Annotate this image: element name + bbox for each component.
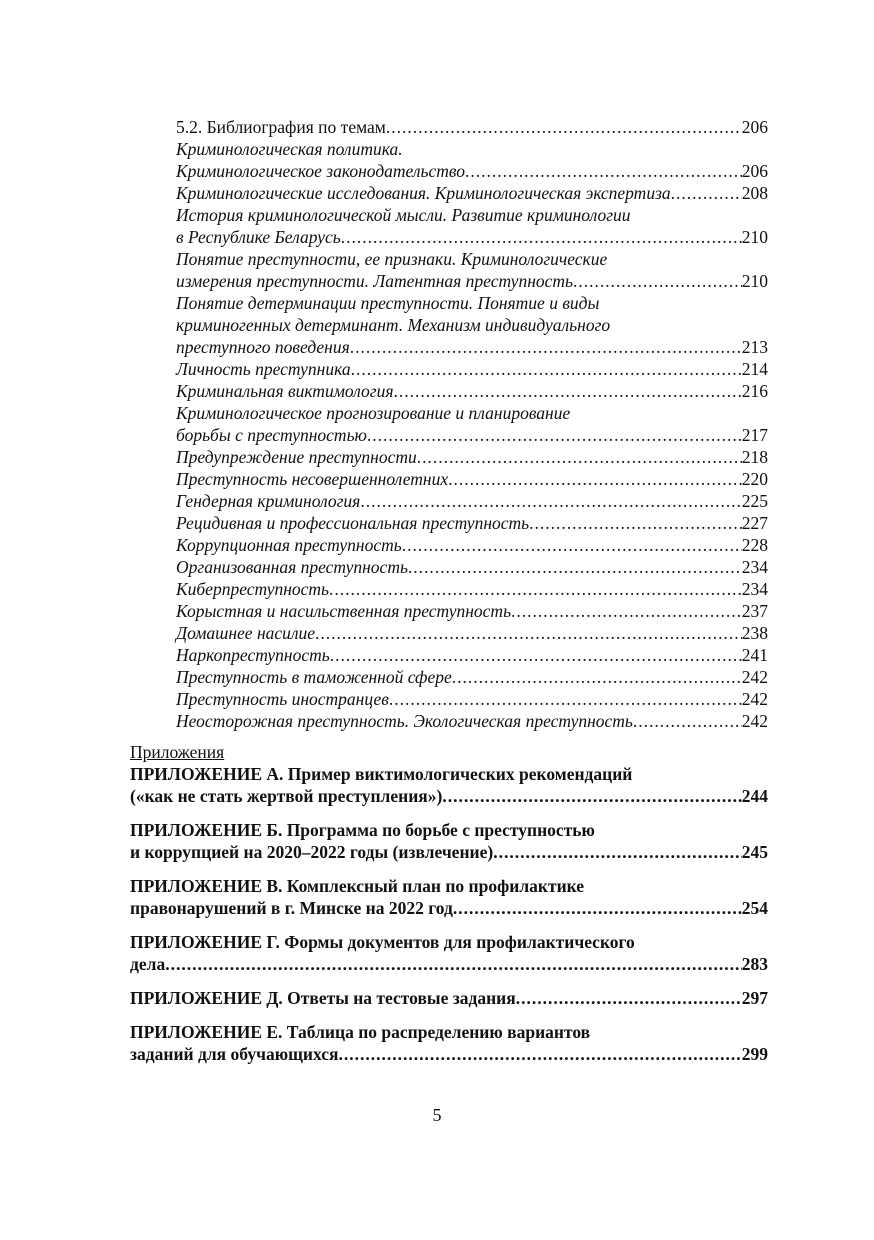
toc-entry-title-line: преступного поведения [176, 337, 350, 357]
dot-leader [165, 953, 742, 975]
toc-page-number: 214 [741, 359, 768, 379]
toc-page-number: 242 [741, 689, 768, 709]
toc-entry[interactable] [176, 512, 768, 534]
dot-leader [341, 226, 742, 248]
toc-entry[interactable] [176, 292, 768, 358]
toc-entry-row [176, 468, 768, 490]
toc-entry-title-line: 5.2. Библиография по темам [176, 117, 386, 137]
toc-page-number: 220 [741, 469, 768, 489]
toc-entry-title-line: ПРИЛОЖЕНИЕ В. Комплексный план по профилактике [130, 876, 585, 896]
dot-leader [360, 490, 741, 512]
toc-entry-row [176, 688, 768, 710]
toc-entry-row [176, 666, 768, 688]
toc-entry[interactable] [176, 204, 768, 248]
toc-entry-title-line: Корыстная и насильственная преступность [176, 601, 512, 621]
dot-leader [465, 160, 742, 182]
toc-entry-title-line: Организованная преступность [176, 557, 408, 577]
toc-entry-row [176, 556, 768, 578]
toc-page-number: 242 [741, 667, 768, 687]
toc-entry[interactable] [176, 578, 768, 600]
toc-entry-title-line: ПРИЛОЖЕНИЕ А. Пример виктимологических рекомендаций [130, 764, 633, 784]
toc-entry[interactable] [130, 987, 768, 1009]
toc-entry-title-line: («как не стать жертвой преступления») [130, 786, 443, 806]
dot-leader [511, 600, 742, 622]
dot-leader [442, 785, 741, 807]
toc-entry-title-line: ПРИЛОЖЕНИЕ Г. Формы документов для профилактического [130, 932, 635, 952]
appendices-section [130, 741, 768, 1077]
toc-page-number: 210 [741, 271, 768, 291]
toc-page-number: 238 [741, 623, 768, 643]
dot-leader [417, 446, 742, 468]
toc-entry-row [130, 987, 768, 1009]
toc-entry-title-line: ПРИЛОЖЕНИЕ Е. Таблица по распределению вариантов [130, 1022, 591, 1042]
toc-page-number: 216 [741, 381, 768, 401]
toc-entry[interactable] [130, 763, 768, 807]
toc-entry-title-line: Домашнее насилие [176, 623, 316, 643]
toc-entry-title-line: криминогенных детерминант. Механизм индивидуального [176, 315, 611, 335]
toc-entry[interactable] [130, 1021, 768, 1065]
toc-entry-row [176, 644, 768, 666]
dot-leader [389, 688, 742, 710]
toc-entry-row [176, 226, 768, 248]
toc-entry[interactable] [176, 534, 768, 556]
toc-entry-title-line: Понятие преступности, ее признаки. Криминологические [176, 249, 608, 269]
toc-entry-row [176, 380, 768, 402]
toc-entry[interactable] [176, 556, 768, 578]
toc-entry-title-line: Преступность несовершеннолетних [176, 469, 449, 489]
toc-entry[interactable] [176, 248, 768, 292]
toc-entry-title-line: в Республике Беларусь [176, 227, 341, 247]
toc-entry-title-line: правонарушений в г. Минске на 2022 год [130, 898, 453, 918]
toc-entry-row [176, 622, 768, 644]
toc-entry-row [176, 182, 768, 204]
dot-leader [671, 182, 742, 204]
dot-leader [633, 710, 742, 732]
toc-page-number: 206 [741, 161, 768, 181]
dot-leader [338, 1043, 741, 1065]
toc-entry-title-line: Криминальная виктимология [176, 381, 394, 401]
toc-entry[interactable] [176, 116, 768, 138]
toc-entry[interactable] [130, 819, 768, 863]
dot-leader [402, 534, 742, 556]
dot-leader [386, 116, 742, 138]
toc-entry-title-line: Понятие детерминации преступности. Понятие и виды [176, 293, 600, 313]
toc-entry-title-line: и коррупцией на 2020–2022 годы (извлечение) [130, 842, 494, 862]
toc-page-number: 254 [741, 898, 768, 918]
toc-entry-title-line: заданий для обучающихся [130, 1044, 339, 1064]
toc-entry-title-line: Гендерная криминология [176, 491, 361, 511]
toc-entry[interactable] [130, 931, 768, 975]
toc-page-number: 234 [741, 557, 768, 577]
dot-leader [367, 424, 742, 446]
toc-entry[interactable] [176, 490, 768, 512]
toc-entry[interactable] [176, 600, 768, 622]
toc-entry-title-line: Преступность иностранцев [176, 689, 389, 709]
toc-entry-row [176, 446, 768, 468]
toc-entry-title-line: Криминологическая политика. [176, 139, 403, 159]
toc-entry[interactable] [176, 402, 768, 446]
toc-entry[interactable] [176, 666, 768, 688]
toc-page-number: 217 [741, 425, 768, 445]
toc-entry-row [176, 358, 768, 380]
toc-entry[interactable] [176, 358, 768, 380]
toc-page-number: 244 [741, 786, 768, 806]
toc-entry[interactable] [176, 468, 768, 490]
dot-leader [315, 622, 742, 644]
toc-entry-title-line: ПРИЛОЖЕНИЕ Д. Ответы на тестовые задания [130, 988, 516, 1008]
toc-entry-title-line: Неосторожная преступность. Экологическая преступность [176, 711, 633, 731]
toc-entry-row [176, 512, 768, 534]
dot-leader [394, 380, 742, 402]
toc-entry[interactable] [176, 138, 768, 182]
toc-page-number: 245 [741, 842, 768, 862]
toc-entry[interactable] [176, 622, 768, 644]
toc-entry-row [176, 336, 768, 358]
dot-leader [573, 270, 742, 292]
toc-page-number: 283 [741, 954, 768, 974]
toc-entry[interactable] [176, 688, 768, 710]
toc-entry-row [130, 1043, 768, 1065]
toc-page-number: 210 [741, 227, 768, 247]
toc-entry-row [130, 841, 768, 863]
toc-page-number: 241 [741, 645, 768, 665]
toc-entry-title-line: Киберпреступность [176, 579, 330, 599]
dot-leader [529, 512, 742, 534]
toc-entry[interactable] [130, 875, 768, 919]
toc-entry-title-line: Криминологическое законодательство [176, 161, 466, 181]
dot-leader [330, 644, 742, 666]
toc-page-number: 206 [741, 117, 768, 137]
toc-entry-row [176, 600, 768, 622]
toc-entry[interactable] [176, 710, 768, 732]
toc-entry-title-line: Криминологическое прогнозирование и планирование [176, 403, 571, 423]
appendices-heading: Приложения [130, 742, 225, 762]
dot-leader [452, 666, 742, 688]
toc-page-number: 299 [741, 1044, 768, 1064]
toc-entry-title-line: измерения преступности. Латентная преступность [176, 271, 573, 291]
toc-entry-title-line: Коррупционная преступность [176, 535, 402, 555]
toc-entry-row [176, 424, 768, 446]
toc-entry-title-line: Наркопреступность [176, 645, 330, 665]
table-of-contents [176, 116, 768, 732]
toc-entry[interactable] [176, 380, 768, 402]
toc-entry[interactable] [176, 446, 768, 468]
toc-entry-row [130, 785, 768, 807]
toc-entry-title-line: борьбы с преступностью [176, 425, 367, 445]
page-number: 5 [432, 1105, 442, 1125]
toc-entry-title-line: Преступность в таможенной сфере [176, 667, 452, 687]
toc-entry-row [176, 160, 768, 182]
toc-page-number: 218 [741, 447, 768, 467]
toc-entry-row [130, 953, 768, 975]
toc-entry-title-line: Криминологические исследования. Криминологическая экспертиза [176, 183, 671, 203]
toc-entry-title-line: Личность преступника [176, 359, 351, 379]
dot-leader [493, 841, 742, 863]
dot-leader [448, 468, 742, 490]
toc-entry-title-line: дела [130, 954, 166, 974]
toc-entry-row [176, 270, 768, 292]
toc-entry-title-line: История криминологической мысли. Развитие криминологии [176, 205, 631, 225]
toc-entry-row [176, 578, 768, 600]
toc-entry-row [176, 490, 768, 512]
dot-leader [408, 556, 742, 578]
toc-page-number: 225 [741, 491, 768, 511]
dot-leader [350, 336, 742, 358]
toc-page-number: 228 [741, 535, 768, 555]
toc-entry-row [130, 897, 768, 919]
toc-entry-row [176, 116, 768, 138]
toc-entry-title-line: ПРИЛОЖЕНИЕ Б. Программа по борьбе с преступностью [130, 820, 595, 840]
toc-entry[interactable] [176, 182, 768, 204]
dot-leader [453, 897, 742, 919]
toc-page-number: 297 [741, 988, 768, 1008]
toc-page-number: 237 [741, 601, 768, 621]
toc-entry-row [176, 710, 768, 732]
dot-leader [516, 987, 742, 1009]
toc-page-number: 242 [741, 711, 768, 731]
dot-leader [329, 578, 742, 600]
toc-page-number: 227 [741, 513, 768, 533]
toc-page-number: 234 [741, 579, 768, 599]
toc-entry-title-line: Предупреждение преступности [176, 447, 417, 467]
toc-entry-title-line: Рецидивная и профессиональная преступность [176, 513, 530, 533]
toc-entry[interactable] [176, 644, 768, 666]
toc-page-number: 213 [741, 337, 768, 357]
toc-page-number: 208 [741, 183, 768, 203]
toc-entry-row [176, 534, 768, 556]
dot-leader [351, 358, 742, 380]
